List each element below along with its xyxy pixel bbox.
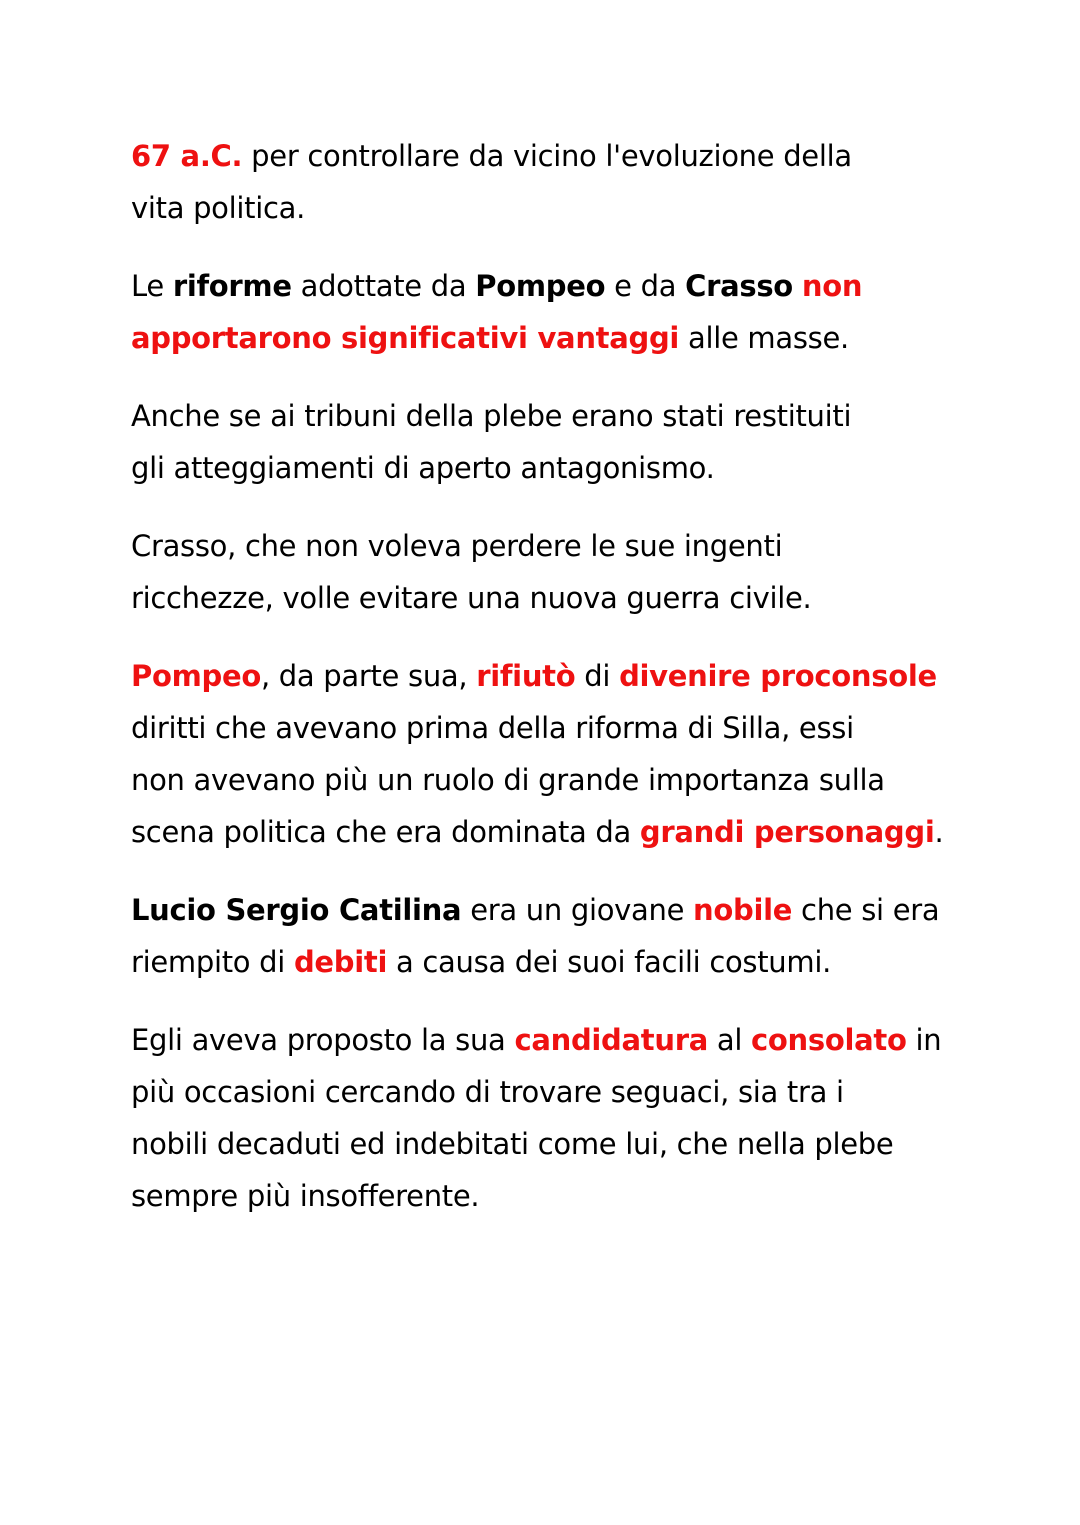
bold-term: Crasso xyxy=(685,269,793,303)
text-run: al xyxy=(707,1023,752,1057)
paragraph-67ac xyxy=(131,130,1011,234)
text-run: adottate da xyxy=(291,269,476,303)
text-run: vita politica. xyxy=(131,191,306,225)
text-line xyxy=(131,936,1011,988)
text-run: sempre più insofferente. xyxy=(131,1179,480,1213)
text-run: gli atteggiamenti di aperto antagonismo. xyxy=(131,451,715,485)
text-run: più occasioni cercando di trovare seguaci, sia tra i xyxy=(131,1075,844,1109)
paragraph-candidatura xyxy=(131,1014,1011,1222)
text-run: alle masse. xyxy=(679,321,849,355)
text-run: Egli aveva proposto la sua xyxy=(131,1023,515,1057)
highlighted-term: candidatura xyxy=(514,1023,708,1057)
paragraph-riforme xyxy=(131,260,1011,364)
highlighted-term: Pompeo xyxy=(131,659,261,693)
highlighted-term: non xyxy=(801,269,863,303)
text-line xyxy=(131,312,1011,364)
highlighted-term: apportarono significativi vantaggi xyxy=(131,321,680,355)
text-line xyxy=(131,390,1011,442)
text-run: era un giovane xyxy=(461,893,694,927)
text-line xyxy=(131,884,1011,936)
highlighted-term: rifiutò xyxy=(476,659,576,693)
text-run: e da xyxy=(605,269,686,303)
bold-term: riforme xyxy=(172,269,292,303)
text-run: scena politica che era dominata da xyxy=(131,815,640,849)
text-run: Anche se ai tribuni della plebe erano stati restituiti xyxy=(131,399,852,433)
highlighted-term: divenire proconsole xyxy=(619,659,937,693)
highlighted-term: consolato xyxy=(751,1023,907,1057)
text-line xyxy=(131,572,1011,624)
text-run: in xyxy=(906,1023,942,1057)
text-run: di xyxy=(575,659,620,693)
highlighted-term: grandi personaggi xyxy=(639,815,935,849)
text-line xyxy=(131,650,1011,702)
text-line xyxy=(131,1170,1011,1222)
text-line xyxy=(131,260,1011,312)
text-line xyxy=(131,1066,1011,1118)
text-run: non avevano più un ruolo di grande importanza sulla xyxy=(131,763,885,797)
text-line xyxy=(131,130,1011,182)
highlighted-term: 67 a.C. xyxy=(131,139,243,173)
highlighted-term: nobile xyxy=(693,893,793,927)
text-line xyxy=(131,520,1011,572)
text-run xyxy=(793,269,802,303)
paragraph-tribuni xyxy=(131,390,1011,494)
text-run: Crasso, che non voleva perdere le sue ingenti xyxy=(131,529,783,563)
text-line xyxy=(131,1118,1011,1170)
text-line xyxy=(131,442,1011,494)
text-run: nobili decaduti ed indebitati come lui, che nella plebe xyxy=(131,1127,894,1161)
highlighted-term: debiti xyxy=(293,945,388,979)
paragraph-crasso xyxy=(131,520,1011,624)
text-run: . xyxy=(934,815,944,849)
text-line xyxy=(131,702,1011,754)
text-run: ricchezze, volle evitare una nuova guerra civile. xyxy=(131,581,812,615)
paragraph-catilina xyxy=(131,884,1011,988)
text-run: Le xyxy=(131,269,173,303)
text-line xyxy=(131,806,1011,858)
text-run: a causa dei suoi facili costumi. xyxy=(387,945,832,979)
text-line xyxy=(131,182,1011,234)
text-run: riempito di xyxy=(131,945,294,979)
text-line xyxy=(131,1014,1011,1066)
text-run: che si era xyxy=(792,893,940,927)
text-run: , da parte sua, xyxy=(260,659,477,693)
bold-term: Lucio Sergio Catilina xyxy=(131,893,462,927)
text-run: per controllare da vicino l'evoluzione della xyxy=(242,139,852,173)
text-run: diritti che avevano prima della riforma di Silla, essi xyxy=(131,711,854,745)
text-line xyxy=(131,754,1011,806)
bold-term: Pompeo xyxy=(475,269,606,303)
paragraph-pompeo xyxy=(131,650,1011,858)
